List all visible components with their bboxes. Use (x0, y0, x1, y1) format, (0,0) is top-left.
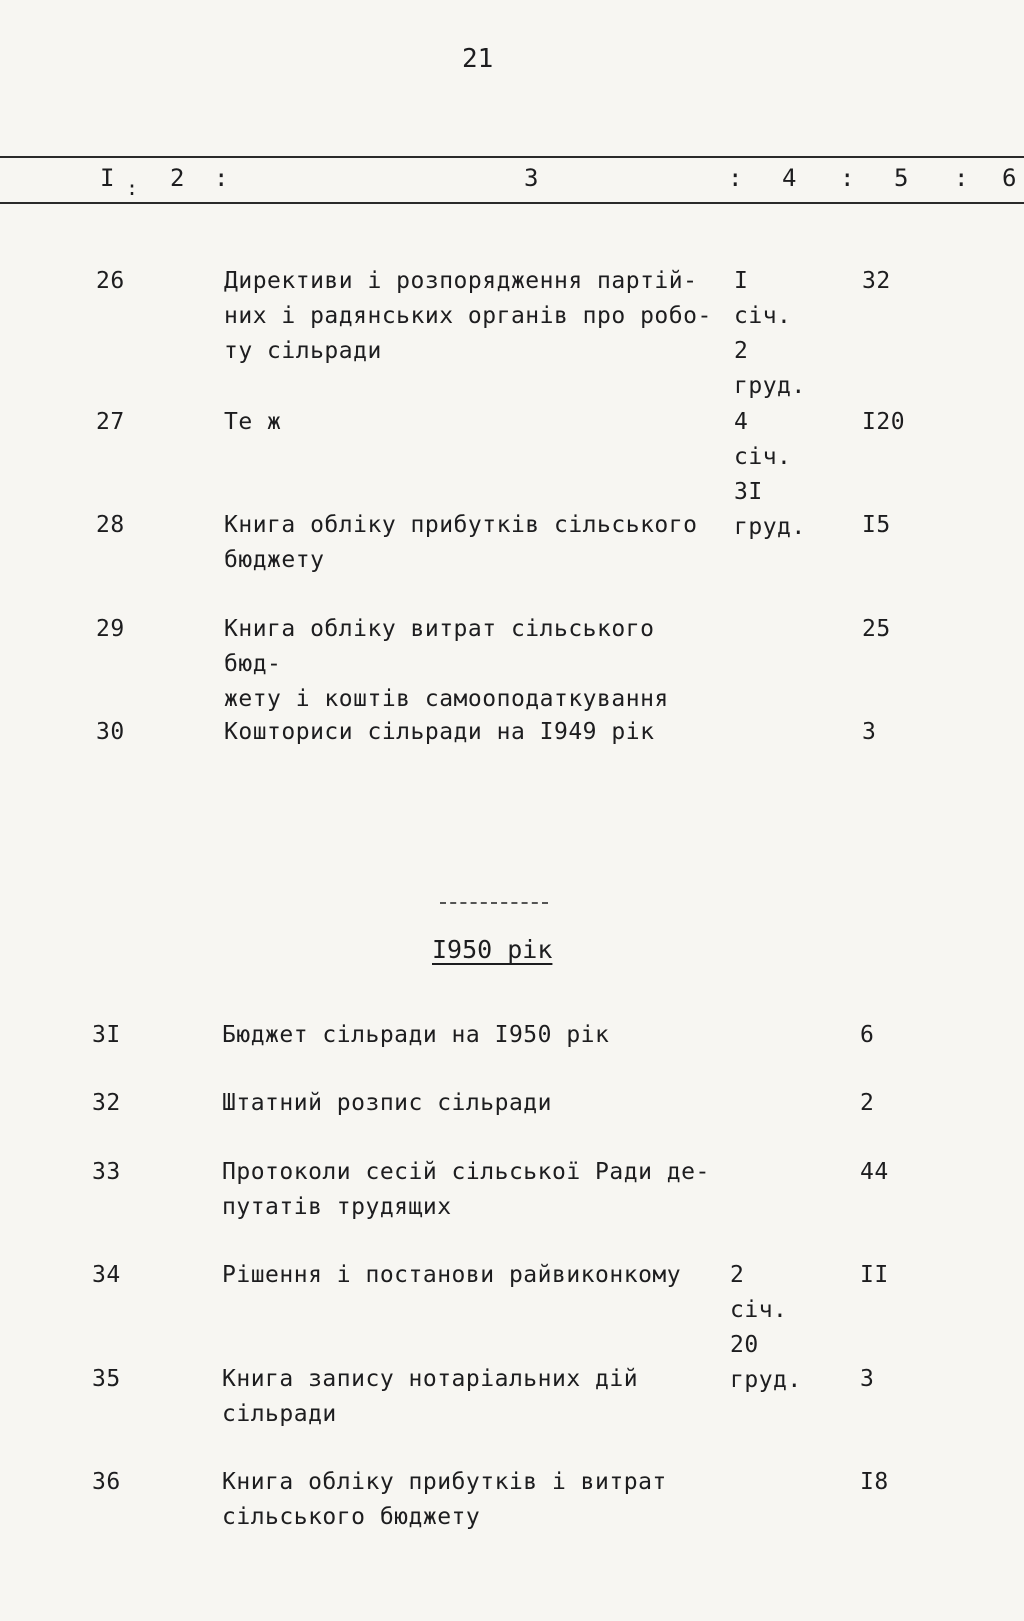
row-title: Кошториси сільради на I949 рік (224, 719, 655, 745)
row-title: Штатний розпис сільради (222, 1090, 552, 1116)
row-title: Бюджет сільради на I950 рік (222, 1022, 610, 1048)
row-sheets: I8 (860, 1469, 889, 1495)
row-number: 26 (96, 268, 125, 294)
row-title: Те ж (224, 409, 282, 435)
row-sheets: 25 (862, 616, 891, 642)
col-header-6: 6 (1002, 164, 1017, 192)
row-sheets: 44 (860, 1159, 889, 1185)
col-header-3: 3 (524, 164, 539, 192)
row-number: 28 (96, 512, 125, 538)
row-sheets: I5 (862, 512, 891, 538)
row-sheets: 3 (862, 719, 877, 745)
col-separator: : (126, 176, 139, 200)
row-sheets: 2 (860, 1090, 875, 1116)
col-separator: : (214, 164, 229, 192)
col-header-4: 4 (782, 164, 797, 192)
col-separator: : (840, 164, 855, 192)
row-title: Рішення і постанови райвиконкому (222, 1262, 682, 1288)
row-dates: I січ. 2 груд. (734, 268, 806, 399)
section-divider (440, 902, 548, 904)
row-number: 35 (92, 1366, 121, 1392)
header-rule-bottom (0, 202, 1024, 204)
row-number: 30 (96, 719, 125, 745)
row-number: 3I (92, 1022, 121, 1048)
col-header-5: 5 (894, 164, 909, 192)
row-number: 33 (92, 1159, 121, 1185)
row-sheets: 32 (862, 268, 891, 294)
col-separator: : (954, 164, 969, 192)
section-title: I950 рік (432, 935, 553, 964)
row-title: Протоколи сесій сільської Ради де- путатів трудящих (222, 1159, 710, 1220)
row-dates: 2 січ. 20 груд. (730, 1262, 802, 1393)
col-header-1: I (100, 164, 115, 192)
page-number: 21 (462, 44, 494, 74)
row-number: 27 (96, 409, 125, 435)
row-title: Директиви і розпорядження партій- них і радянських органів про робо- ту сільради (224, 268, 712, 364)
row-sheets: 6 (860, 1022, 875, 1048)
row-title: Книга обліку прибутків і витрат сільського бюджету (222, 1469, 667, 1530)
row-sheets: I20 (862, 409, 906, 435)
row-dates: 4 січ. 3I груд. (734, 409, 806, 540)
row-title: Книга обліку прибутків сільського бюджету (224, 512, 698, 573)
row-number: 36 (92, 1469, 121, 1495)
row-title: Книга запису нотаріальних дій сільради (222, 1366, 639, 1427)
col-header-2: 2 (170, 164, 185, 192)
row-number: 34 (92, 1262, 121, 1288)
col-separator: : (728, 164, 743, 192)
row-title: Книга обліку витрат сільського бюд- жету і коштів самооподаткування (224, 616, 669, 712)
row-number: 32 (92, 1090, 121, 1116)
row-sheets: II (860, 1262, 889, 1288)
header-rule-top (0, 156, 1024, 158)
row-number: 29 (96, 616, 125, 642)
row-sheets: 3 (860, 1366, 875, 1392)
